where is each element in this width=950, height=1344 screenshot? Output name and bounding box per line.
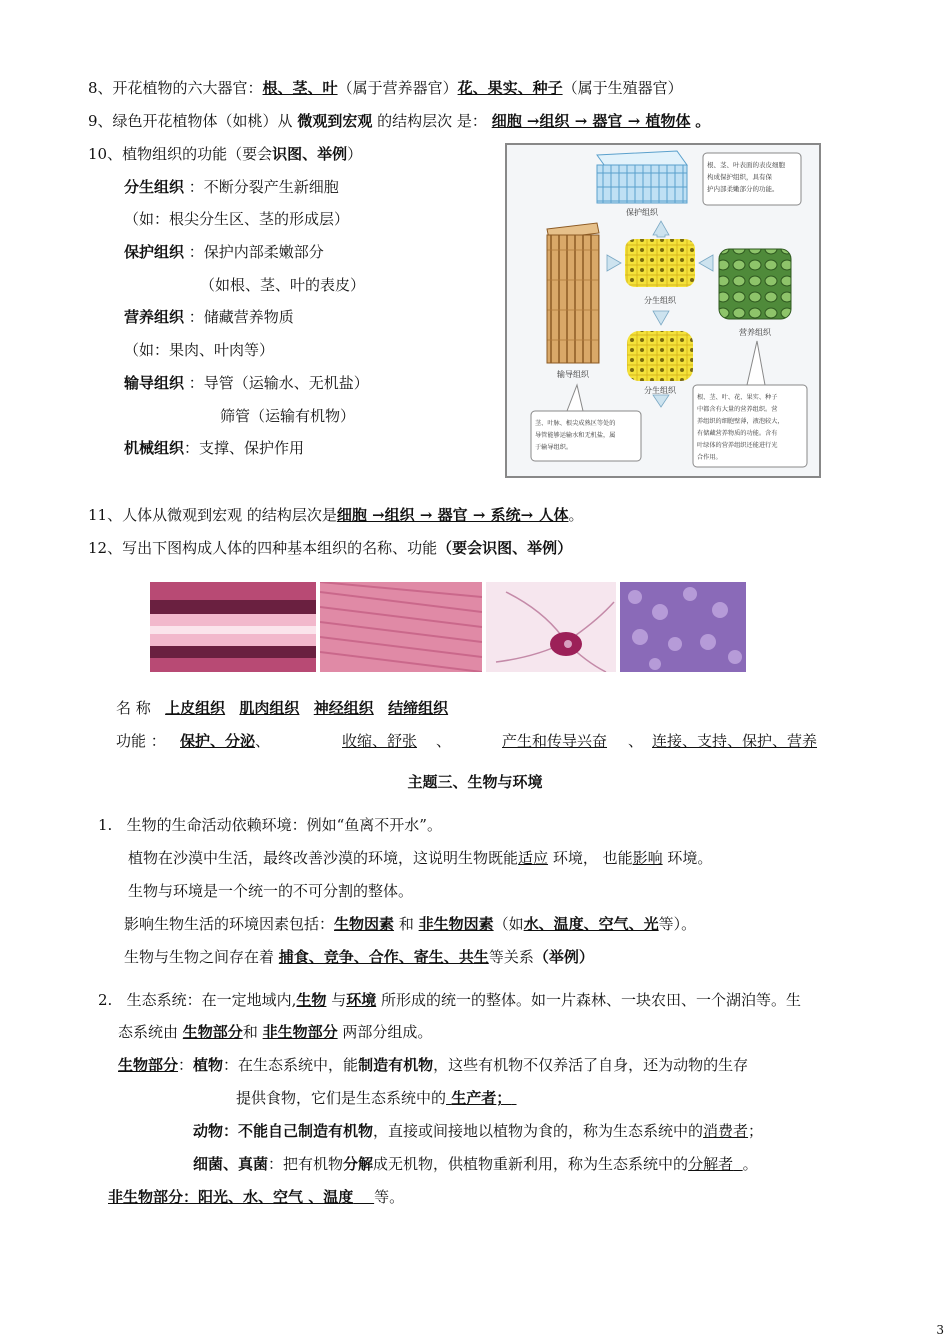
p2-l1c: 与 [331, 991, 347, 1009]
p2-make-organic: 制造有机物 [358, 1056, 434, 1074]
meristem-tissue-image-1 [625, 239, 695, 287]
p2-answer-decomposer: 分解者 [688, 1155, 734, 1173]
muscle-tissue-photo [320, 582, 482, 672]
p1-text-1: 生物的生命活动依赖环境：例如“鱼离不开水”。 [126, 816, 442, 834]
svg-text:根、茎、叶、花、果实、种子 中都含有大量的营: 根、茎、叶、花、果实、种子 中都含有大量的营养组织。营 养组织的细胞壁薄，液泡较大， 有储藏营养物质的功能。含有 叶绿体的营养组织还能进行光 合作用。 [697, 394, 784, 461]
p2-answer-abiotic-part: 非生物部分 [262, 1023, 338, 1041]
p1-answer-adapt: 适应 [518, 849, 549, 867]
p2-l1a: 生态系统：在一定地域内, [126, 991, 297, 1009]
p1-line-4 [124, 914, 696, 934]
callout-protective [703, 153, 801, 205]
p2-l3f: ，这些有机物不仅养活了自身，还为动物的生存 [433, 1056, 749, 1074]
tissue-name-muscle: 肌肉组织 [239, 699, 300, 717]
q8-prefix: 8、开花植物的六大器官： [88, 79, 263, 97]
sep-3: 、 [628, 732, 644, 750]
p2-microbe-label: 细菌、真菌 [193, 1155, 269, 1173]
tissue-function-muscle: 收缩、舒张 [342, 732, 418, 750]
yingyang-example: （如：果肉、叶肉等） [124, 341, 275, 359]
p2-abiotic-part: 非生物部分：阳光、水、空气 、温度 [108, 1188, 354, 1206]
q10-heading [88, 144, 362, 164]
p2-biotic-part-label: 生物部分 [118, 1056, 179, 1074]
q11-answer: 细胞 →组织 → 器官 → 系统→ 人体 [336, 506, 569, 524]
q8-note-1: （属于营养器官） [337, 79, 458, 97]
p2-l5d: ； [748, 1122, 764, 1140]
p2-l2c: 和 [242, 1023, 258, 1041]
callout-conductive [531, 385, 641, 461]
shudao-text-2: 筛管（运输有机物） [220, 407, 356, 425]
fig-label-yingyang: 营养组织 [739, 328, 771, 337]
baohu-line [124, 242, 324, 262]
theme3-title [0, 772, 950, 792]
q11-prefix: 11、人体从微观到宏观 的结构层次是 [88, 506, 337, 524]
tissue-functions-line [116, 731, 876, 751]
p1-l4a: 影响生物生活的环境因素包括： [124, 915, 335, 933]
p2-l6b: ：把有机物 [268, 1155, 344, 1173]
jixie-text: ：支撑、保护作用 [184, 439, 305, 457]
p2-l6f: 。 [742, 1155, 758, 1173]
p2-answer-biotic-part: 生物部分 [182, 1023, 243, 1041]
p1-answer-affect: 影响 [632, 849, 663, 867]
p1-line-2 [128, 848, 712, 868]
tissue-function-connective: 连接、支持、保护、营养 [652, 732, 818, 750]
conductive-tissue-image [547, 223, 599, 363]
p2-l3b: ： [178, 1056, 194, 1074]
yingyang-text: ：储藏营养物质 [188, 308, 294, 326]
p2-line-5 [193, 1121, 763, 1141]
p2-l7b: 等。 [374, 1188, 405, 1206]
q9-prefix: 9、绿色开花植物体（如桃）从 [88, 112, 293, 130]
p1-l2a: 植物在沙漠中生活，最终改善沙漠的环境，这说明生物既能 [128, 849, 519, 867]
q9-line [88, 111, 710, 131]
fensheng-text: ：不断分裂产生新细胞 [188, 178, 339, 196]
fensheng-line [124, 177, 339, 197]
tissue-function-nerve: 产生和传导兴奋 [502, 732, 608, 750]
fensheng-label: 分生组织 [124, 178, 185, 196]
p2-l2a: 态系统由 [118, 1023, 179, 1041]
yingyang-label: 营养组织 [124, 308, 185, 326]
q9-keyword: 微观到宏观 [297, 112, 373, 130]
q12-keyword: （要会识图、举例） [437, 539, 573, 557]
p2-decompose: 分解 [343, 1155, 374, 1173]
p2-l1e: 所形成的统一的整体。如一片森林、一块农田、一个湖泊等。生 [381, 991, 802, 1009]
q9-end: 。 [695, 112, 711, 130]
fig-label-shudao: 输导组织 [557, 370, 589, 379]
fig-label-baohu: 保护组织 [626, 208, 658, 217]
q11-end: 。 [568, 506, 584, 524]
jixie-label: 机械组织 [124, 439, 185, 457]
p2-animal-label: 动物：不能自己制造有机物 [193, 1122, 374, 1140]
tissue-name-label: 名 称 [116, 699, 151, 717]
p2-line-2 [118, 1022, 432, 1042]
meristem-tissue-image-2 [627, 331, 693, 381]
tissue-name-nerve: 神经组织 [313, 699, 374, 717]
p1-answer-biotic: 生物因素 [334, 915, 395, 933]
sep-1: 、 [255, 732, 271, 750]
q10-prefix: 10、植物组织的功能（要会 [88, 145, 273, 163]
q9-answer: 细胞 →组织 → 器官 → 植物体 [491, 112, 691, 130]
q12-prefix: 12、写出下图构成人体的四种基本组织的名称、功能 [88, 539, 438, 557]
p1-l4c: 和 [398, 915, 414, 933]
shudao-line [124, 373, 369, 393]
p2-line-1 [98, 990, 801, 1010]
shudao-label: 输导组织 [124, 374, 185, 392]
svg-text:根、茎、叶表面的表皮细胞 构成保护组织，具有: 根、茎、叶表面的表皮细胞 构成保护组织，具有保 护内部柔嫩部分的功能。 [707, 161, 785, 193]
p2-number: 2. [98, 991, 113, 1009]
fig-label-fensheng-1: 分生组织 [644, 296, 676, 305]
baohu-example: （如根、茎、叶的表皮） [200, 276, 366, 294]
nerve-tissue-photo [486, 582, 616, 672]
p1-answer-relations: 捕食、竞争、合作、寄生、共生 [278, 948, 489, 966]
p1-answer-factors: 水、温度、空气、光 [523, 915, 659, 933]
p1-l5d: （举例） [533, 948, 594, 966]
p1-l5c: 等关系 [488, 948, 534, 966]
p2-answer-producer: 生产者 [451, 1089, 497, 1107]
connective-tissue-photo [620, 582, 746, 672]
q8-line [88, 78, 683, 98]
p1-l4g: 等）。 [658, 915, 697, 933]
fig-label-fensheng-2: 分生组织 [644, 386, 676, 395]
p1-l2e: 环境。 [667, 849, 713, 867]
svg-text:茎、叶脉、根尖成熟区等处的 导管能够运输水和: 茎、叶脉、根尖成熟区等处的 导管能够运输水和无机盐，属 于输导组织。 [535, 420, 616, 451]
jixie-line [124, 438, 304, 458]
tissue-function-label: 功能 ： [116, 732, 166, 750]
baohu-label: 保护组织 [124, 243, 185, 261]
shudao-text: ：导管（运输水、无机盐） [188, 374, 369, 392]
p2-answer-organism: 生物 [296, 991, 327, 1009]
q8-answer-1: 根、茎、叶 [262, 79, 338, 97]
fensheng-example: （如：根尖分生区、茎的形成层） [124, 210, 350, 228]
p1-line-3: 生物与环境是一个统一的不可分割的整体。 [128, 882, 414, 900]
p1-line-1 [98, 815, 442, 835]
q12-line [88, 538, 572, 558]
p2-l2e: 两部分组成。 [342, 1023, 433, 1041]
p1-l5a: 生物与生物之间存在着 [124, 948, 275, 966]
p1-l2c: 环境， 也能 [552, 849, 633, 867]
p2-l6d: 成无机物，供植物重新利用，称为生态系统中的 [373, 1155, 689, 1173]
p2-l5b: ，直接或间接地以植物为食的，称为生态系统中的 [373, 1122, 704, 1140]
protective-tissue-image [597, 151, 687, 203]
page-number: 3 [936, 1323, 944, 1337]
p1-answer-abiotic: 非生物因素 [418, 915, 494, 933]
tissue-names-line [116, 698, 448, 718]
plant-tissue-diagram [507, 145, 819, 476]
q9-mid: 的结构层次 是： [377, 112, 487, 130]
callout-nutritive [693, 341, 807, 467]
q10-end: ） [347, 145, 363, 163]
p2-l3d: ：在生态系统中，能 [223, 1056, 359, 1074]
tissue-function-epithelial: 保护、分泌 [180, 732, 256, 750]
q11-line [88, 505, 583, 525]
p2-plant-label: 植物 [193, 1056, 224, 1074]
tissue-name-epithelial: 上皮组织 [165, 699, 226, 717]
p1-number: 1. [98, 816, 113, 834]
p2-answer-environment: 环境 [346, 991, 377, 1009]
nutritive-tissue-image [719, 249, 791, 319]
p2-line-7 [108, 1187, 404, 1207]
baohu-text: ：保护内部柔嫩部分 [188, 243, 324, 261]
theme3-title-text: 主题三、生物与环境 [407, 773, 543, 791]
sep-2: 、 [436, 732, 452, 750]
p2-line-6 [193, 1154, 758, 1174]
q10-keyword: 识图、举例 [272, 145, 348, 163]
epithelial-tissue-photo [150, 582, 316, 672]
q8-answer-2: 花、果实、种子 [457, 79, 563, 97]
p1-l4e: （如 [493, 915, 524, 933]
p2-line-3 [118, 1055, 748, 1075]
plant-tissue-figure [505, 143, 821, 478]
q8-note-2: （属于生殖器官） [562, 79, 683, 97]
p2-line-4 [236, 1088, 517, 1108]
yingyang-line [124, 307, 294, 327]
tissue-name-connective: 结缔组织 [388, 699, 449, 717]
p2-answer-consumer: 消费者 [703, 1122, 749, 1140]
p2-l4a: 提供食物，它们是生态系统中的 [236, 1089, 447, 1107]
p2-l4c: ； [496, 1089, 512, 1107]
p1-line-5 [124, 947, 594, 967]
